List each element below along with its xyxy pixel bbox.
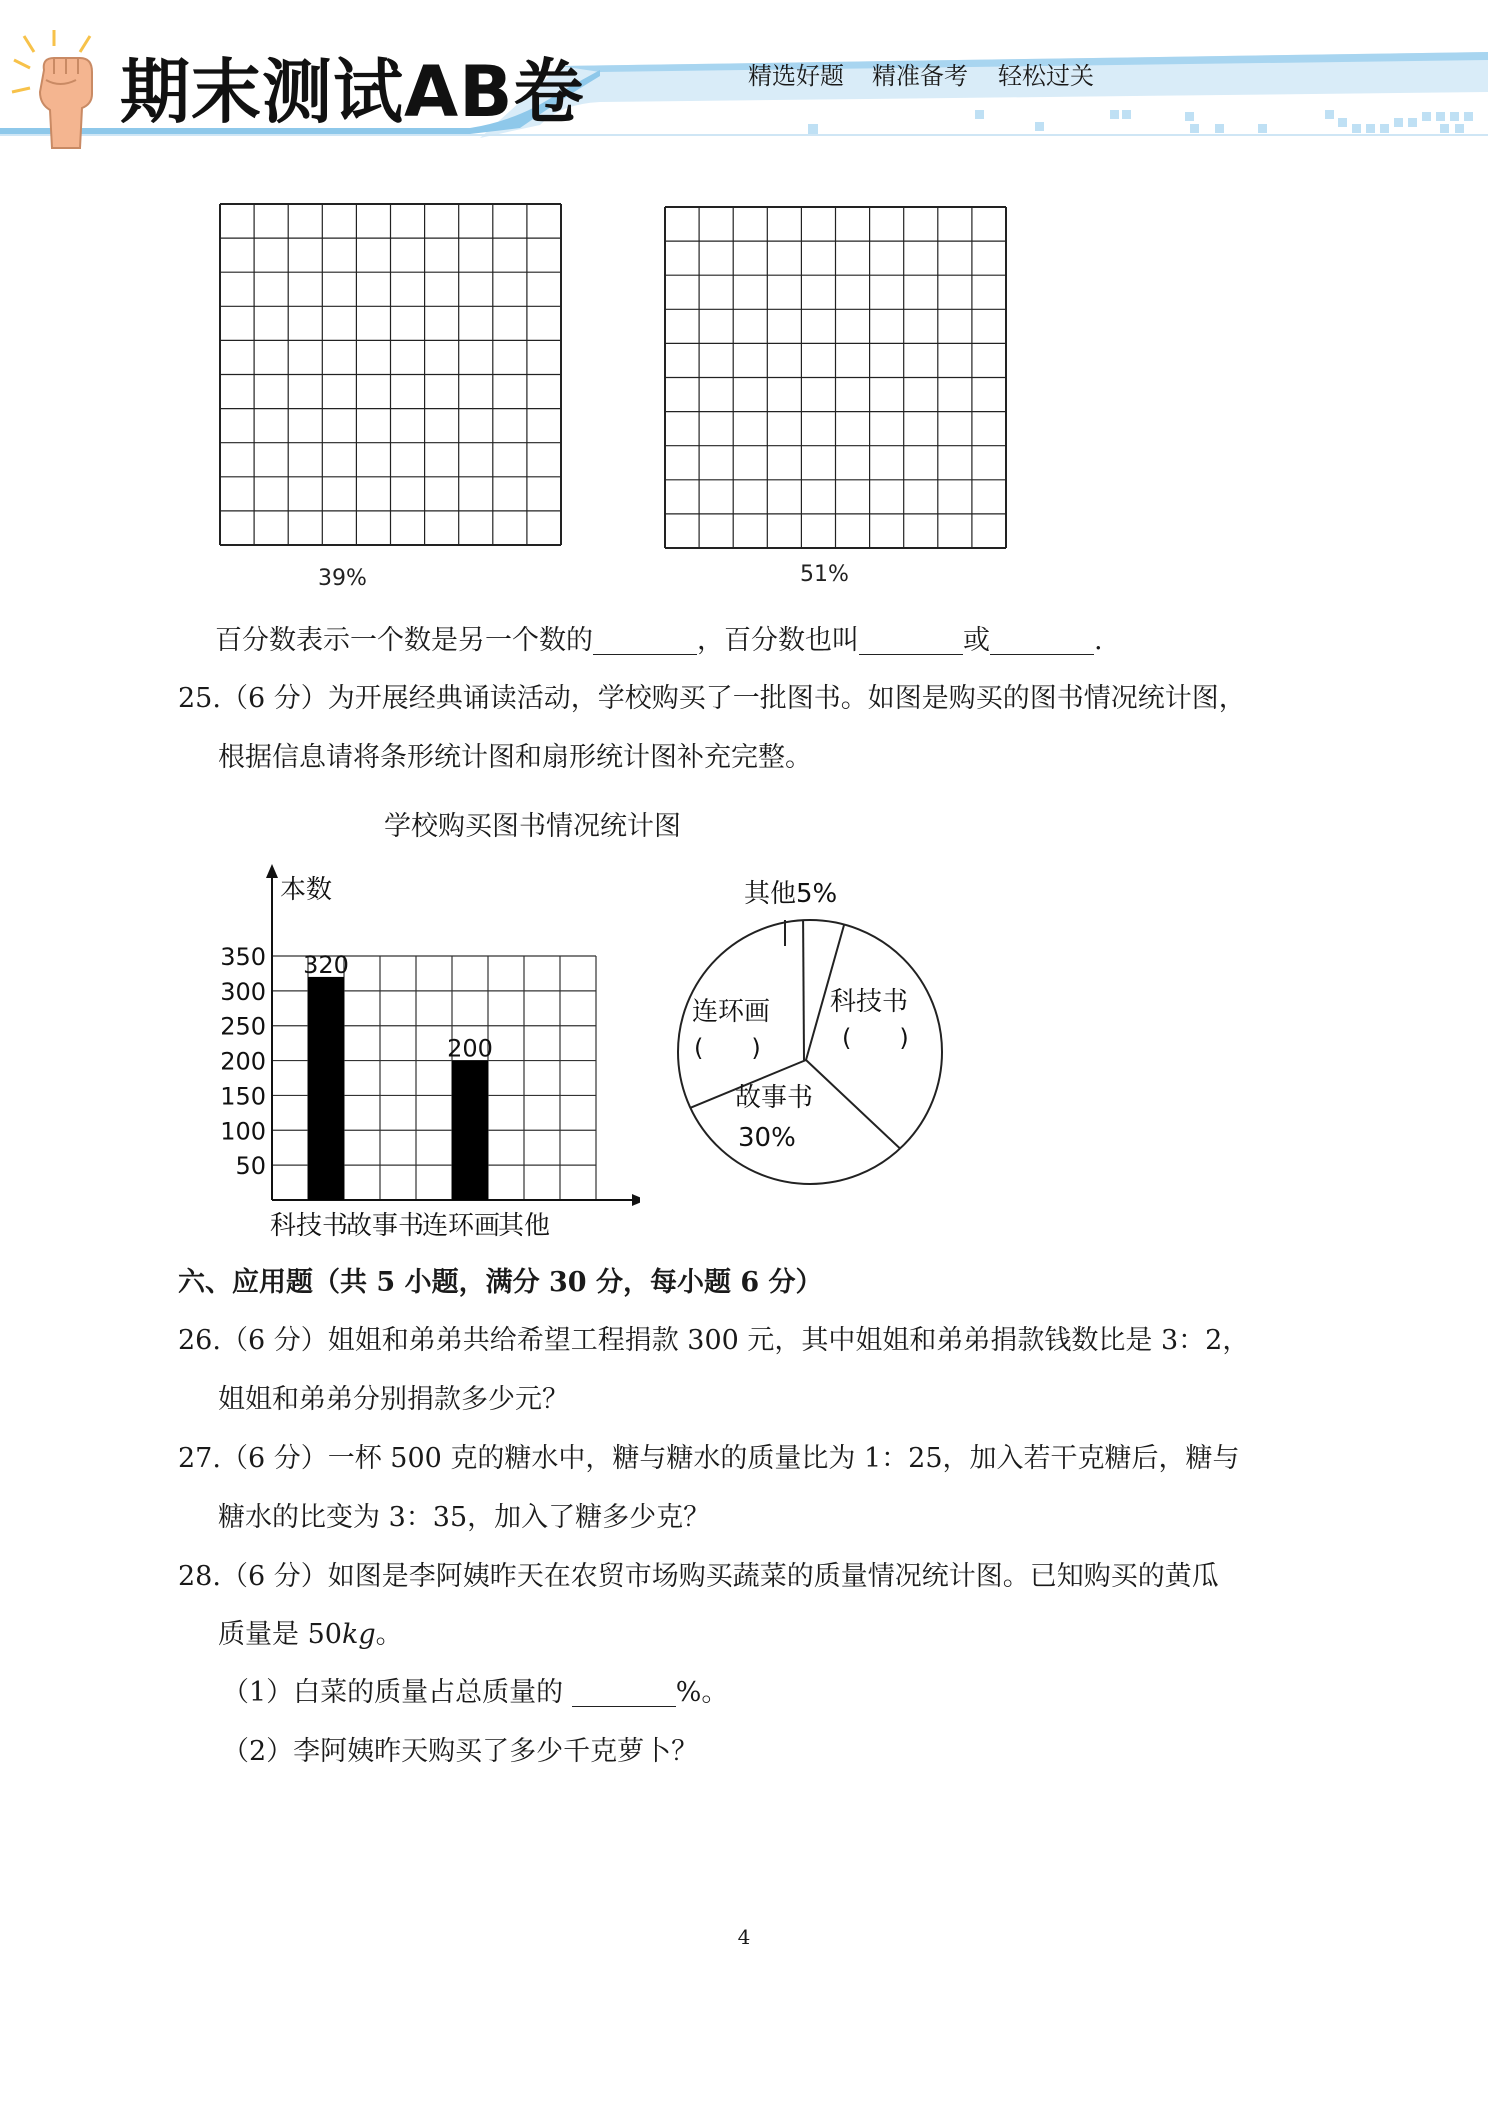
bar [308, 977, 344, 1200]
y-tick-label: 300 [220, 977, 266, 1006]
q25-line-1 [178, 681, 1246, 717]
hundred-grid-2 [664, 206, 1007, 549]
q28-text-a: 质量是 50 [218, 1619, 342, 1650]
q28-text-b: 。 [375, 1619, 403, 1650]
y-axis-label: 本数 [280, 875, 333, 905]
y-tick-label: 350 [220, 943, 266, 971]
x-category-label: 其他 [498, 1211, 551, 1240]
pie-value-comic: ( ) [694, 1034, 761, 1062]
y-tick-label: 200 [220, 1047, 266, 1076]
section-6-title: 六、应用题（共 5 小题，满分 30 分，每小题 6 分） [178, 1267, 823, 1298]
bar-chart [210, 860, 640, 1240]
pie-label-story: 故事书 [735, 1083, 814, 1113]
x-category-label: 连环画 [422, 1211, 501, 1240]
q28-sub-2: （2）李阿姨昨天购买了多少千克萝卜？ [222, 1736, 699, 1767]
q28-blank[interactable] [572, 1678, 676, 1707]
x-axis-arrow [632, 1194, 640, 1206]
y-tick-label: 250 [220, 1012, 266, 1041]
grid-2-label: 51% [800, 562, 849, 587]
q24-blank-2[interactable] [859, 626, 963, 655]
slogan-1: 精选好题 [748, 62, 844, 90]
slogan-2: 精准备考 [872, 62, 968, 90]
q27-line-1: 27.（6 分）一杯 500 克的糖水中，糖与糖水的质量比为 1：25，加入若干克糖后，糖与 [178, 1443, 1240, 1474]
raised-fist-icon [10, 30, 120, 150]
bar [452, 1061, 488, 1200]
header-title: 期末测试AB卷 [120, 51, 585, 133]
hundred-grid-1 [219, 203, 562, 546]
page-number: 4 [737, 1925, 751, 1949]
q28-sub-1 [222, 1675, 728, 1711]
y-tick-label: 100 [220, 1117, 266, 1146]
bar-data-label: 320 [303, 950, 349, 979]
pie-value-science: ( ) [842, 1024, 909, 1052]
q24-text-d: . [1094, 625, 1103, 656]
x-category-label: 科技书 [270, 1211, 349, 1240]
q24-blank-1[interactable] [593, 626, 697, 655]
pie-label-science: 科技书 [830, 987, 909, 1017]
pie-label-other: 其他5% [744, 879, 838, 909]
grid-1-label: 39% [318, 566, 367, 591]
pie-value-story: 30% [738, 1123, 796, 1153]
figure-title: 学校购买图书情况统计图 [384, 811, 681, 842]
y-axis-arrow [266, 864, 278, 878]
slogan-3: 轻松过关 [998, 62, 1094, 90]
q24-text-c: 或 [963, 625, 990, 656]
q26-line-2: 姐姐和弟弟分别捐款多少元？ [218, 1384, 569, 1415]
pie-slice-boundary [803, 920, 804, 1060]
bar-data-label: 200 [447, 1034, 493, 1063]
q24-text-b: ，百分数也叫 [697, 625, 859, 656]
q28-unit: kg [341, 1619, 376, 1650]
q28-line-1: 28.（6 分）如图是李阿姨昨天在农贸市场购买蔬菜的质量情况统计图。已知购买的黄瓜 [178, 1561, 1219, 1592]
pie-chart [660, 860, 960, 1200]
q27-line-2: 糖水的比变为 3：35，加入了糖多少克？ [218, 1502, 711, 1533]
q24-blank-3[interactable] [990, 626, 1094, 655]
q24-text-a: 百分数表示一个数是另一个数的 [215, 625, 593, 656]
y-tick-label: 50 [235, 1152, 266, 1181]
q28-sub-1-unit: %。 [675, 1677, 729, 1708]
q25-text-1: 为开展经典诵读活动，学校购买了一批图书。如图是购买的图书情况统计图， [327, 683, 1246, 714]
q25-score: （6 分） [220, 683, 328, 714]
q25-line-2: 根据信息请将条形统计图和扇形统计图补充完整。 [218, 742, 812, 773]
q24-fill-line [215, 623, 1103, 659]
q28-line-2 [218, 1617, 403, 1653]
q25-number: 25. [178, 683, 221, 714]
y-tick-label: 150 [220, 1082, 266, 1111]
q26-line-1: 26.（6 分）姐姐和弟弟共给希望工程捐款 300 元，其中姐姐和弟弟捐款钱数比是 3：2， [178, 1325, 1250, 1356]
pie-label-comic: 连环画 [692, 997, 771, 1027]
q28-sub-1-text: （1）白菜的质量占总质量的 [222, 1677, 572, 1708]
x-category-label: 故事书 [346, 1211, 425, 1240]
